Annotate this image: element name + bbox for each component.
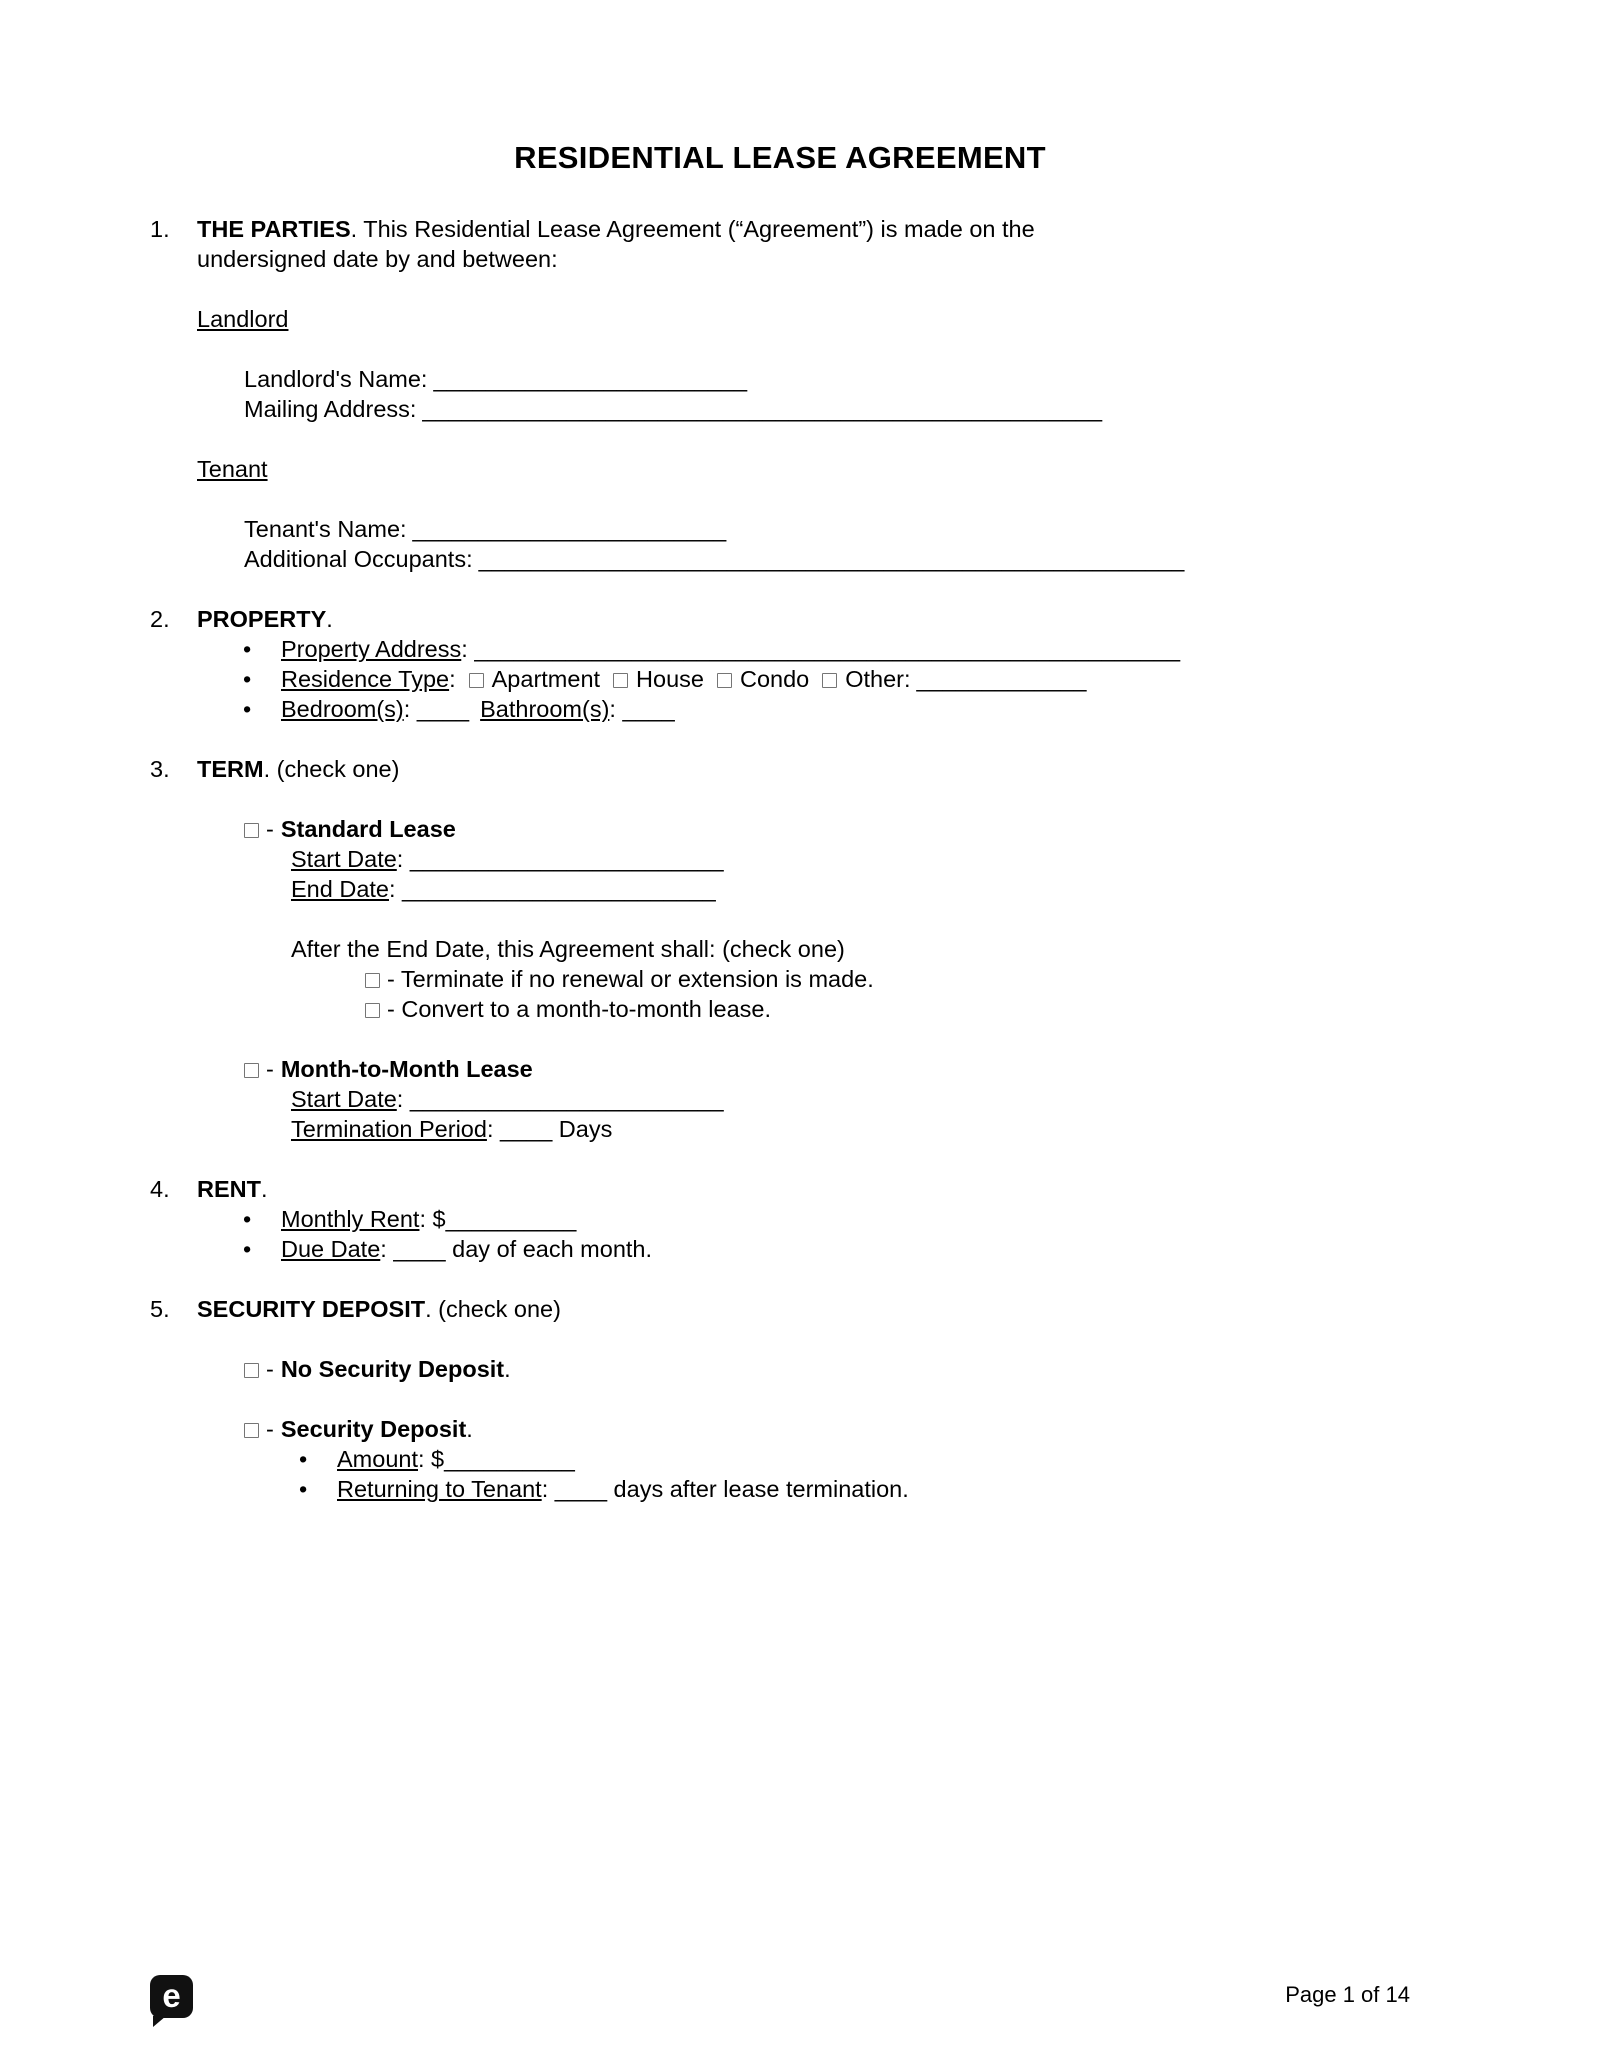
property-address-label: Property Address — [281, 636, 462, 662]
mailing-address-label: Mailing Address: — [244, 396, 417, 422]
bedrooms-label: Bedroom(s) — [281, 696, 404, 722]
rent-bullet-list — [241, 1204, 1410, 1264]
termination-period-blank[interactable]: : ____ Days — [486, 1116, 613, 1142]
landlord-name-line — [244, 364, 1410, 394]
checkbox-house-icon[interactable] — [613, 673, 628, 688]
checkbox-security-deposit-icon[interactable] — [244, 1423, 259, 1438]
standard-start-date-line — [291, 844, 1410, 874]
section-the-parties-body — [197, 214, 1410, 604]
option-condo-label: Condo — [739, 666, 810, 692]
standard-start-date-blank[interactable]: : ________________________ — [396, 846, 724, 872]
rent-heading: RENT — [197, 1176, 261, 1202]
checkbox-convert-icon[interactable] — [365, 1003, 380, 1018]
security-deposit-block — [197, 1414, 1410, 1504]
due-date-item — [241, 1234, 1410, 1264]
term-heading-suffix: . (check one) — [263, 756, 400, 782]
other-residence-blank[interactable]: _____________ — [916, 666, 1087, 692]
section-number-4: 4. — [150, 1176, 170, 1202]
option-other-label: Other: — [845, 666, 911, 692]
section-term — [150, 754, 1410, 1174]
terminate-option-text: - Terminate if no renewal or extension is made. — [387, 966, 874, 992]
eforms-logo — [150, 1975, 193, 2018]
landlord-fields — [244, 364, 1410, 424]
section-the-parties — [150, 214, 1410, 604]
standard-end-date-blank[interactable]: : ________________________ — [388, 876, 716, 902]
section-security-deposit — [150, 1294, 1410, 1504]
security-deposit-option-line — [244, 1414, 1410, 1444]
term-heading-line — [197, 754, 1410, 784]
bathrooms-label: Bathroom(s) — [480, 696, 610, 722]
security-heading-line — [197, 1294, 1410, 1324]
checkbox-terminate-icon[interactable] — [365, 973, 380, 988]
parties-intro-text: . This Residential Lease Agreement (“Agreement”) is made on the undersigned date by and between: — [197, 216, 1035, 272]
rent-heading-suffix: . — [260, 1176, 268, 1202]
standard-lease-label: Standard Lease — [280, 816, 456, 842]
landlord-name-label: Landlord's Name: — [244, 366, 428, 392]
residence-type-colon: : — [449, 666, 456, 692]
eforms-logo-letter: e — [162, 1977, 181, 2014]
residence-type-item — [241, 664, 1410, 694]
returning-to-tenant-item — [297, 1474, 1410, 1504]
document-title: RESIDENTIAL LEASE AGREEMENT — [514, 140, 1046, 175]
no-security-deposit-dash: - — [266, 1356, 274, 1382]
checkbox-condo-icon[interactable] — [717, 673, 732, 688]
terminate-option-line — [365, 964, 1410, 994]
month-to-month-option-line — [244, 1054, 1410, 1084]
section-rent-body — [197, 1174, 1410, 1264]
due-date-blank[interactable]: : ____ day of each month. — [380, 1236, 653, 1262]
after-end-date-block — [197, 934, 1410, 1024]
standard-end-date-line — [291, 874, 1410, 904]
option-house-label: House — [636, 666, 704, 692]
bathrooms-blank[interactable]: : ____ — [609, 696, 675, 722]
mailing-address-blank[interactable]: ____________________________________________________ — [422, 396, 1103, 422]
section-property — [150, 604, 1410, 754]
m2m-start-date-blank[interactable]: : ________________________ — [396, 1086, 724, 1112]
property-bullet-list — [241, 634, 1410, 724]
security-heading: SECURITY DEPOSIT — [197, 1296, 426, 1322]
m2m-start-date-line — [291, 1084, 1410, 1114]
security-deposit-bullet-list — [297, 1444, 1410, 1504]
month-to-month-dash: - — [266, 1056, 274, 1082]
deposit-amount-item — [297, 1444, 1410, 1474]
standard-lease-block — [197, 814, 1410, 904]
checkbox-other-icon[interactable] — [822, 673, 837, 688]
after-end-date-line — [291, 934, 1410, 964]
tenant-name-label: Tenant's Name: — [244, 516, 407, 542]
option-other — [822, 666, 910, 692]
after-end-date-text: After the End Date, this Agreement shall: (check one) — [291, 936, 845, 962]
no-security-deposit-line — [244, 1354, 1410, 1384]
due-date-label: Due Date — [281, 1236, 381, 1262]
standard-start-date-label: Start Date — [291, 846, 397, 872]
standard-lease-option-line — [244, 814, 1410, 844]
tenant-fields — [244, 514, 1410, 574]
section-term-body — [197, 754, 1410, 1174]
returning-to-tenant-blank[interactable]: : ____ days after lease termination. — [541, 1476, 909, 1502]
month-to-month-label: Month-to-Month Lease — [280, 1056, 533, 1082]
returning-to-tenant-label: Returning to Tenant — [337, 1476, 542, 1502]
termination-period-line — [291, 1114, 1410, 1144]
property-heading: PROPERTY — [197, 606, 327, 632]
tenant-subheading-text: Tenant — [197, 456, 268, 482]
tenant-subheading — [197, 454, 1410, 484]
convert-option-text: - Convert to a month-to-month lease. — [387, 996, 772, 1022]
option-apartment-label: Apartment — [491, 666, 601, 692]
section-security-deposit-body — [197, 1294, 1410, 1504]
monthly-rent-blank[interactable]: : $__________ — [419, 1206, 577, 1232]
landlord-subheading — [197, 304, 1410, 334]
tenant-name-line — [244, 514, 1410, 544]
additional-occupants-label: Additional Occupants: — [244, 546, 473, 572]
deposit-amount-label: Amount — [337, 1446, 418, 1472]
monthly-rent-label: Monthly Rent — [281, 1206, 420, 1232]
landlord-name-blank[interactable]: ________________________ — [433, 366, 748, 392]
property-heading-suffix: . — [326, 606, 333, 632]
property-address-item — [241, 634, 1410, 664]
section-number-1: 1. — [150, 216, 170, 242]
bedrooms-bathrooms-item — [241, 694, 1410, 724]
option-house — [613, 666, 704, 692]
security-deposit-label: Security Deposit — [280, 1416, 467, 1442]
month-to-month-block — [197, 1054, 1410, 1144]
rent-heading-line — [197, 1174, 1410, 1204]
additional-occupants-line — [244, 544, 1410, 574]
option-condo — [717, 666, 809, 692]
no-security-deposit-label: No Security Deposit — [280, 1356, 505, 1382]
section-rent — [150, 1174, 1410, 1294]
convert-option-line — [365, 994, 1410, 1024]
bedrooms-blank[interactable]: : ____ — [403, 696, 470, 722]
no-security-deposit-suffix: . — [504, 1356, 511, 1382]
security-deposit-dash: - — [266, 1416, 274, 1442]
residence-type-label: Residence Type — [281, 666, 450, 692]
section-number-5: 5. — [150, 1296, 170, 1322]
section-number-3: 3. — [150, 756, 170, 782]
standard-end-date-label: End Date — [291, 876, 389, 902]
term-heading: TERM — [197, 756, 264, 782]
m2m-start-date-label: Start Date — [291, 1086, 397, 1112]
monthly-rent-item — [241, 1204, 1410, 1234]
option-apartment — [469, 666, 600, 692]
section-number-2: 2. — [150, 606, 170, 632]
termination-period-label: Termination Period — [291, 1116, 487, 1142]
standard-lease-dash: - — [266, 816, 274, 842]
section-property-body — [197, 604, 1410, 724]
page-number: Page 1 of 14 — [1285, 1982, 1410, 2007]
deposit-amount-blank[interactable]: : $__________ — [418, 1446, 575, 1472]
security-heading-suffix: . (check one) — [425, 1296, 561, 1322]
property-address-blank[interactable]: : ______________________________________________________ — [461, 636, 1181, 662]
checkbox-no-security-deposit-icon[interactable] — [244, 1363, 259, 1378]
checkbox-month-to-month-icon[interactable] — [244, 1063, 259, 1078]
property-heading-line — [197, 604, 1410, 634]
parties-intro-paragraph — [197, 214, 1147, 274]
tenant-name-blank[interactable]: ________________________ — [412, 516, 727, 542]
security-deposit-suffix: . — [466, 1416, 473, 1442]
checkbox-apartment-icon[interactable] — [469, 673, 484, 688]
mailing-address-line — [244, 394, 1410, 424]
additional-occupants-blank[interactable]: ______________________________________________________ — [478, 546, 1185, 572]
checkbox-standard-lease-icon[interactable] — [244, 823, 259, 838]
landlord-subheading-text: Landlord — [197, 306, 289, 332]
parties-heading: THE PARTIES — [197, 216, 351, 242]
